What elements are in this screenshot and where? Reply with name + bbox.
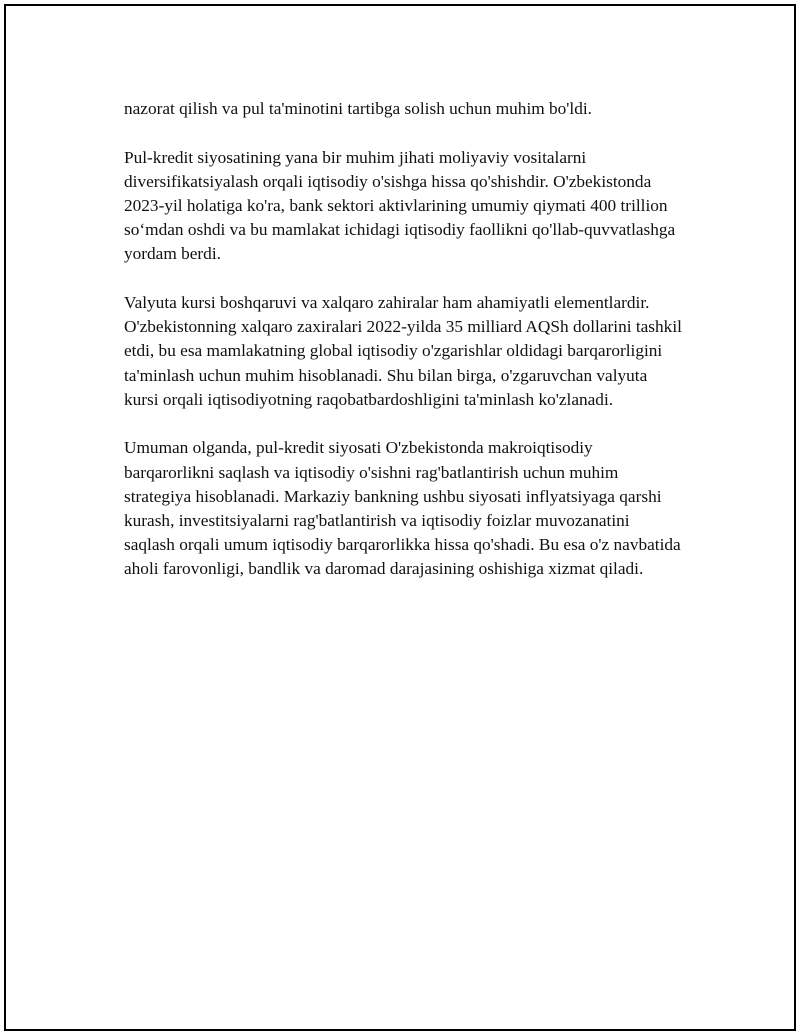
document-page	[4, 4, 796, 1031]
paragraph-currency-reserves: Valyuta kursi boshqaruvi va xalqaro zahiralar ham ahamiyatli elementlardir. O'zbekistonning xalqaro zaxiralari 2022-yilda 35 milliard AQSh dollarini tashkil etdi, bu esa mamlakatning global iqtisodiy o'zgarishlar oldidagi barqarorligini ta'minlash uchun muhim hisoblanadi. Shu bilan birga, o'zgaruvchan valyuta kursi orqali iqtisodiyotning raqobatbardoshligini ta'minlash ko'zlanadi.	[124, 293, 682, 409]
paragraph-continuation: nazorat qilish va pul ta'minotini tartibga solish uchun muhim bo'ldi.	[124, 99, 592, 118]
paragraph-conclusion: Umuman olganda, pul-kredit siyosati O'zbekistonda makroiqtisodiy barqarorlikni saqlash va iqtisodiy o'sishni rag'batlantirish uchun muhim strategiya hisoblanadi. Markaziy bankning ushbu siyosati inflyatsiyaga qarshi kurash, investitsiyalarni rag'batlantirish va iqtisodiy foizlar muvozanatini saqlash orqali umum iqtisodiy barqarorlikka hissa qo'shadi. Bu esa o'z navbatida aholi farovonligi, bandlik va daromad darajasining oshishiga xizmat qiladi.	[124, 438, 681, 579]
paragraph-financial-instruments: Pul-kredit siyosatining yana bir muhim jihati moliyaviy vositalarni diversifikatsiyalash orqali iqtisodiy o'sishga hissa qo'shishdir. O'zbekistonda 2023-yil holatiga ko'ra, bank sektori aktivlarining umumiy qiymati 400 trillion so‘mdan oshdi va bu mamlakat ichidagi iqtisodiy faollikni qo'llab-quvvatlashga yordam berdi.	[124, 147, 676, 264]
document-body	[124, 97, 684, 606]
